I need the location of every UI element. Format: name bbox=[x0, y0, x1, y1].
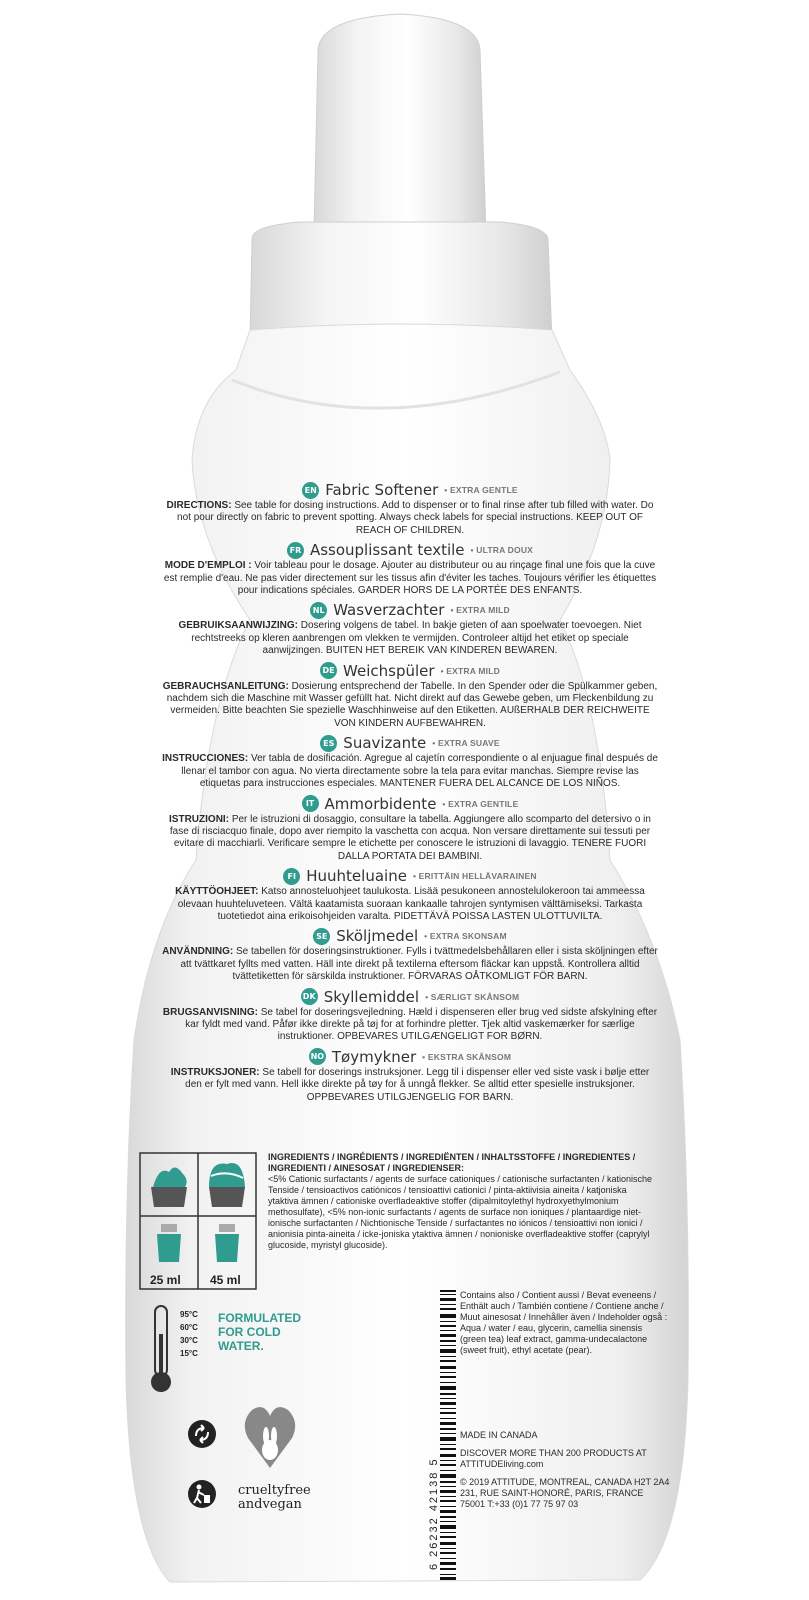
directions-label: GEBRUIKSAANWIJZING: bbox=[178, 620, 298, 632]
directions-body: Se tabel for doseringsvejledning. Hæld i dispenseren eller brug ved sidste afskylning efter kar fyldt med vand. Påfør ikke direkte på tøj for at forhindre pletter. Tjek altid vaskemærker for særlige instruktioner. OPBEVARES UTILGÆNGELIGT FOR BØRN. bbox=[185, 1006, 658, 1043]
section-es bbox=[150, 733, 670, 790]
cruelty-free-line2: andvegan bbox=[238, 1497, 302, 1512]
directions-text bbox=[150, 500, 670, 537]
section-header bbox=[150, 866, 670, 886]
directions-label: GEBRAUCHSANLEITUNG: bbox=[162, 680, 289, 692]
directions-label: ISTRUZIONI: bbox=[169, 813, 230, 825]
section-dk bbox=[150, 987, 670, 1044]
product-subtitle: • EXTRA GENTILE bbox=[442, 798, 519, 809]
product-title: Ammorbidente bbox=[324, 794, 437, 813]
product-subtitle: • EXTRA SUAVE bbox=[432, 738, 500, 749]
recycle-icon bbox=[186, 1418, 218, 1450]
thermometer-icon bbox=[146, 1304, 176, 1396]
section-header bbox=[150, 540, 670, 560]
section-fr bbox=[150, 540, 670, 597]
bottle-spout bbox=[314, 14, 486, 232]
cruelty-free-heart-icon bbox=[244, 1398, 296, 1472]
barcode bbox=[440, 1290, 456, 1580]
directions-label: INSTRUKSJONER: bbox=[170, 1066, 260, 1078]
section-header bbox=[150, 794, 670, 814]
directions-text bbox=[150, 681, 670, 731]
temp-95: 95°C bbox=[180, 1310, 198, 1319]
ingredients-block bbox=[268, 1152, 653, 1251]
discover-more: DISCOVER MORE THAN 200 PRODUCTS AT ATTITUDEliving.com bbox=[460, 1448, 647, 1469]
section-header bbox=[150, 987, 670, 1007]
directions-text bbox=[150, 620, 670, 657]
temperature-scale bbox=[180, 1310, 198, 1362]
section-header bbox=[150, 733, 670, 753]
product-subtitle: • EXTRA GENTLE bbox=[444, 485, 518, 495]
temp-30: 30°C bbox=[180, 1336, 198, 1345]
directions-label: ANVÄNDNING: bbox=[162, 946, 234, 958]
section-it bbox=[150, 794, 670, 864]
language-badge: DE bbox=[320, 662, 337, 679]
small-cap-icon bbox=[157, 1224, 181, 1262]
temp-15: 15°C bbox=[180, 1349, 198, 1358]
large-cap-icon bbox=[215, 1224, 239, 1262]
product-title: Assouplissant textile bbox=[309, 541, 465, 560]
product-subtitle: • EXTRA MILD bbox=[450, 605, 510, 616]
made-in: MADE IN CANADA bbox=[460, 1430, 538, 1440]
directions-label: BRUGSANVISNING: bbox=[162, 1006, 258, 1018]
language-badge: EN bbox=[302, 482, 319, 499]
directions-label: INSTRUCCIONES: bbox=[162, 753, 249, 765]
directions-body: Ver tabla de dosificación. Agregue al cajetín correspondiente o al enjuague final después de llenar el tambor con agua. No vierta directamente sobre la tela para evitar manchas. Siempre revise las etiquetas para instrucciones especiales. MANTENER FUERA DEL ALCANCE DE LOS NIÑOS. bbox=[181, 753, 658, 790]
product-title: Wasverzachter bbox=[333, 601, 445, 620]
cruelty-free-text bbox=[238, 1483, 311, 1512]
product-title: Weichspüler bbox=[343, 661, 435, 680]
section-en bbox=[150, 480, 670, 537]
section-de bbox=[150, 661, 670, 731]
product-title: Suavizante bbox=[343, 734, 427, 753]
directions-text bbox=[150, 946, 670, 983]
directions-body: See table for dosing instructions. Add to dispenser or to final rinse after tub filled with water. Do not pour directly on fabric to prevent spotting. Always check labels for special instructions. KEEP OUT OF REACH OF CHILDREN. bbox=[177, 500, 654, 536]
language-badge: NO bbox=[309, 1048, 326, 1065]
directions-text bbox=[150, 1007, 670, 1044]
tidy-man-icon bbox=[186, 1478, 218, 1510]
section-header bbox=[150, 926, 670, 946]
directions-text bbox=[150, 560, 670, 597]
ingredients-header: INGREDIENTS / INGRÉDIENTS / INGREDIËNTEN / INHALTSSTOFFE / INGREDIENTES / INGREDIENTI / AINESOSAT / INGREDIENSER: bbox=[268, 1152, 636, 1173]
section-header bbox=[150, 480, 670, 500]
directions-body: Se tabell for doserings instruksjoner. Legg til i dispenser eller ved siste vask i bølje etter den er fylt med vann. Hell ikke direkte på tøy for å unngå flekker. Se alltid etter spesielle instruksjoner. OPPBEVARES UTILGJENGELIG FOR BARN. bbox=[185, 1066, 650, 1103]
section-no bbox=[150, 1047, 670, 1104]
barcode-digits: 6 26232 42138 5 bbox=[428, 1457, 440, 1570]
product-title: Sköljmedel bbox=[336, 927, 419, 946]
section-header bbox=[150, 661, 670, 681]
dosing-table bbox=[139, 1152, 257, 1290]
product-subtitle: • ULTRA DOUX bbox=[470, 545, 534, 556]
section-se bbox=[150, 926, 670, 983]
directions-text bbox=[150, 753, 670, 790]
language-badge: FI bbox=[283, 868, 300, 885]
cruelty-free-line1: crueltyfree bbox=[238, 1483, 311, 1498]
dose-small: 25 ml bbox=[150, 1273, 181, 1287]
language-badge: NL bbox=[310, 602, 327, 619]
directions-body: Se tabellen för doseringsinstruktioner. Fylls i tvättmedelsbehållaren eller i sista sköljningen efter att tvättkaret fyllts med vatten. Häll inte direkt på textilerna eftersom fläckar kan uppstå. Kontrollera alltid tvättetiketten för särskilda instruktioner. FÖRVARAS OÅTKOMLIGT FÖR BARN. bbox=[180, 946, 658, 983]
bottle-cap bbox=[250, 222, 552, 340]
product-title: Fabric Softener bbox=[325, 481, 439, 499]
product-title: Tøymykner bbox=[331, 1047, 417, 1066]
company-info bbox=[460, 1430, 670, 1517]
directions-text bbox=[150, 814, 670, 864]
directions-text bbox=[150, 1067, 670, 1104]
directions-label: KÄYTTÖOHJEET: bbox=[175, 886, 259, 898]
language-badge: SE bbox=[313, 928, 330, 945]
directions-text bbox=[150, 886, 670, 923]
directions-label: MODE D'EMPLOI : bbox=[164, 560, 252, 572]
directions-body: Katso annosteluohjeet taulukosta. Lisää pesukoneen annostelulokeroon tai ammeessa olevaan huuhteluveteen. Vältä kaatamista suoraan kankaalle tahrojen syntymisen välttämiseksi. Tarkasta tuotetiedot aina erikoisohjeiden varalta. PIDETTÄVÄ POISSA LASTEN ULOTTUVILTA. bbox=[177, 886, 645, 922]
language-badge: ES bbox=[320, 735, 337, 752]
product-subtitle: • ERITTÄIN HELLÄVARAINEN bbox=[412, 871, 537, 882]
product-subtitle: • EKSTRA SKÅNSOM bbox=[422, 1051, 512, 1062]
temp-60: 60°C bbox=[180, 1323, 198, 1332]
section-fi bbox=[150, 866, 670, 923]
section-nl bbox=[150, 600, 670, 657]
directions-body: Voir tableau pour le dosage. Ajouter au distributeur ou au rinçage final une fois que la cuve est remplie d'eau. Ne pas vider directement sur les tissus afin d'éviter les taches. Toujours vérifier les étiquettes pour indications spéciales. GARDER HORS DE LA PORTÉE DES ENFANTS. bbox=[163, 560, 657, 597]
small-load-icon bbox=[151, 1167, 187, 1207]
dose-large: 45 ml bbox=[210, 1273, 241, 1287]
product-subtitle: • SÆRLIGT SKÅNSOM bbox=[425, 991, 520, 1002]
language-badge: FR bbox=[287, 542, 304, 559]
language-badge: DK bbox=[301, 988, 318, 1005]
language-badge: IT bbox=[302, 795, 319, 812]
contains-also: Contains also / Contient aussi / Bevat eveneens / Enthält auch / También contiene / Contiene anche / Muut ainesosat / Innehåller även / Indeholder også : Aqua / water / eau, glycerin, camellia sinensis (green tea) leaf extract, gamma-undecalactone (sweet fruit), ethyl acetate (pear). bbox=[460, 1290, 668, 1355]
product-subtitle: • EXTRA MILD bbox=[440, 665, 500, 676]
large-load-icon bbox=[209, 1163, 245, 1207]
ingredients-list: <5% Cationic surfactants / agents de surface cationiques / cationische surfactanten / kationische Tenside / tensioactivos catiónicos / tensioattivi cationici / pinta-aktiivisia aineita / katjoniska ytaktiva ämnen / cationiske overfladeaktive stoffer (dipalmitoylethyl hydroxyethylmonium methosulfate), <5% non-ionic surfactants / agents de surface non ioniques / plantaardige niet-ionische surfactanten / Nichtionische Tenside / surfactantes no iónicos / tensioattivi non ionici / anionisia pinta-aineita / icke-joniska ytaktiva ämnen / nonioniske overfladeaktive stoffer (caprylyl glucoside, myristyl glucoside). bbox=[268, 1174, 652, 1250]
section-header bbox=[150, 1047, 670, 1067]
product-title: Huuhteluaine bbox=[306, 867, 407, 886]
directions-label: DIRECTIONS: bbox=[166, 500, 232, 511]
section-header bbox=[150, 600, 670, 620]
product-title: Skyllemiddel bbox=[323, 987, 420, 1006]
product-subtitle: • EXTRA SKONSAM bbox=[424, 931, 507, 942]
formulated-cold-water: FORMULATED FOR COLD WATER. bbox=[218, 1311, 302, 1353]
directions-body: Per le istruzioni di dosaggio, consultare la tabella. Aggiungere allo scomparto del detersivo o in fase di risciacquo finale, dopo aver riempito la vaschetta con acqua. Non versare direttamente sui tessuti per evitare di macchiarli. Verificare sempre le etichette per conoscere le istruzioni di lavaggio. TENERE FUORI DALLA PORTATA DEI BAMBINI. bbox=[169, 813, 651, 862]
address: © 2019 ATTITUDE, MONTREAL, CANADA H2T 2A4 231, RUE SAINT-HONORÉ, PARIS, FRANCE 75001 T:+33 (0)1 77 75 97 03 bbox=[460, 1477, 670, 1509]
directions-body: Dosering volgens de tabel. In bakje gieten of aan spoelwater toevoegen. Niet rechtstreeks op kleren aanbrengen om vlekken te vermijden. Controleer altijd het etiket op speciale aanwijzingen. BUITEN HET BEREIK VAN KINDEREN BEWAREN. bbox=[191, 620, 642, 657]
directions-body: Dosierung entsprechend der Tabelle. In den Spender oder die Spülkammer geben, nachdem sich die Maschine mit Wasser gefüllt hat. Nicht direkt auf das Gewebe geben, um Fleckenbildung zu vermeiden. Bitte beachten Sie spezielle Waschhinweise auf den Etiketten. AUßERHALB DER REICHWEITE VON KINDERN AUFBEWAHREN. bbox=[166, 680, 658, 729]
